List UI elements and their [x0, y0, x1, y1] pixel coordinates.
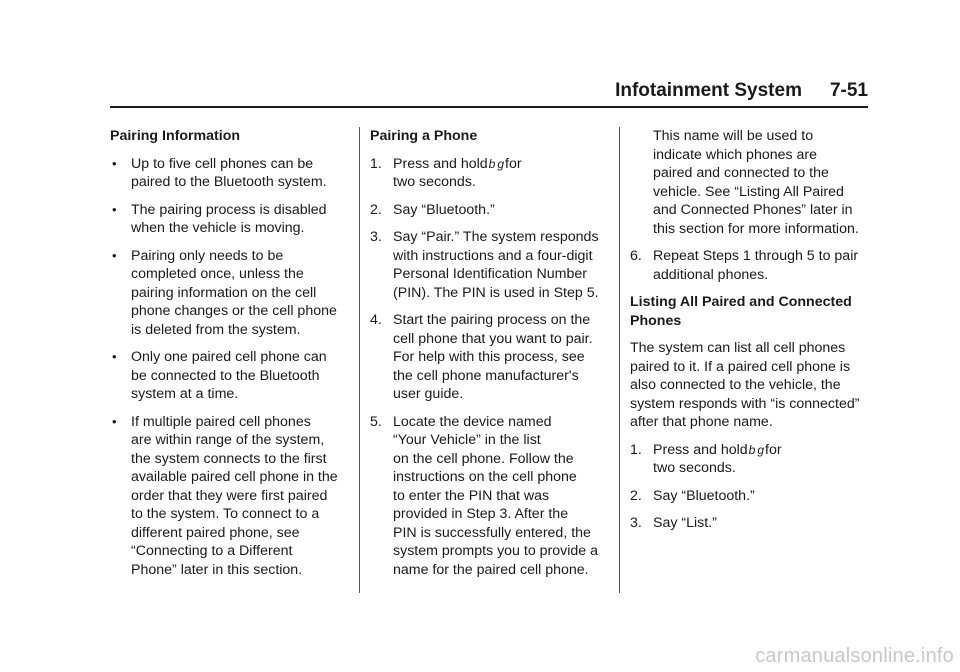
step-number: 1. — [370, 155, 382, 172]
text-line: indicate which phones are — [653, 146, 818, 163]
text-line: the cell phone manufacturer's — [393, 367, 579, 384]
heading-pairing-information: Pairing Information — [110, 128, 241, 144]
text-line: PIN is successfully entered, the — [393, 524, 591, 541]
text-line: system at a time. — [131, 386, 239, 402]
text-line: (PIN). The PIN is used in Step 5. — [393, 284, 599, 301]
text-line: Locate the device named — [393, 413, 552, 430]
step-text: for — [505, 155, 522, 172]
step-text: Press and hold — [393, 155, 488, 172]
text-line: also connected to the vehicle, the — [630, 377, 841, 393]
step-number: 3. — [630, 515, 642, 531]
column-divider-1 — [359, 127, 360, 593]
text-line: Personal Identification Number — [393, 266, 587, 282]
text-line: when the vehicle is moving. — [131, 220, 305, 236]
text-line: to the system. To connect to a — [131, 506, 320, 522]
text-line: the system connects to the first — [131, 450, 327, 467]
text-line: this section for more information. — [653, 220, 859, 237]
text-line: system responds with “is connected” — [630, 395, 860, 412]
text-line: Say “Bluetooth.” — [653, 487, 755, 504]
paragraph — [630, 339, 875, 432]
text-line: Say “List.” — [653, 515, 717, 531]
step-number: 3. — [370, 229, 382, 245]
bullet-item — [110, 413, 355, 580]
text-line: Pairing only needs to be — [131, 247, 284, 264]
text-line: on the cell phone. Follow the — [393, 450, 574, 467]
text-line: vehicle. See “Listing All Paired — [653, 183, 844, 200]
page-header — [110, 80, 868, 106]
step-number: 2. — [630, 487, 642, 504]
text-line: name for the paired cell phone. — [393, 561, 589, 578]
heading-pairing-a-phone: Pairing a Phone — [370, 128, 478, 144]
bullet-item — [110, 155, 355, 192]
text-line: Say “Pair.” The system responds — [393, 229, 599, 245]
step-text: two seconds. — [653, 460, 736, 476]
text-line: system prompts you to provide a — [393, 543, 599, 559]
text-line: available paired cell phone in the — [131, 469, 338, 485]
bullet-item — [110, 201, 355, 238]
text-line: Phones — [630, 312, 682, 329]
text-line: instructions on the cell phone — [393, 469, 577, 485]
step-2 — [630, 487, 875, 506]
text-line: paired to it. If a paired cell phone is — [630, 358, 851, 375]
phone-button-icon: g — [757, 442, 765, 457]
bullet-icon: • — [112, 247, 117, 263]
text-line: For help with this process, see — [393, 349, 585, 365]
text-line: are within range of the system, — [131, 432, 325, 448]
text-line: provided in Step 3. After the — [393, 506, 569, 522]
text-line: “Connecting to a Different — [131, 543, 293, 559]
text-line: “Your Vehicle” in the list — [393, 432, 541, 448]
text-line: completed once, unless the — [131, 266, 304, 282]
bullet-icon: • — [112, 413, 117, 429]
voice-button-icon: b — [488, 156, 496, 171]
watermark: carmanualsonline.info — [755, 645, 954, 667]
voice-button-icon: b — [748, 442, 756, 457]
column-3 — [630, 127, 875, 542]
bullet-item — [110, 348, 355, 404]
step-number: 2. — [370, 201, 382, 218]
text-line: pairing information on the cell — [131, 284, 317, 301]
step-4 — [370, 311, 615, 404]
column-1 — [110, 127, 355, 588]
heading-listing-paired-phones — [630, 293, 875, 330]
page-number: 7-51 — [829, 80, 868, 101]
step-5-continuation — [630, 127, 875, 238]
step-6 — [630, 247, 875, 284]
step-3 — [370, 228, 615, 302]
bullet-icon: • — [112, 155, 117, 171]
step-text: two seconds. — [393, 174, 476, 190]
step-3 — [630, 514, 875, 533]
text-line: Up to five cell phones can be — [131, 155, 314, 172]
step-1 — [630, 441, 875, 478]
phone-button-icon: g — [497, 156, 505, 171]
bullet-item — [110, 247, 355, 340]
text-line: The pairing process is disabled — [131, 201, 327, 218]
text-line: Start the pairing process on the — [393, 312, 591, 328]
step-text: Press and hold — [653, 441, 748, 458]
text-line: Phone” later in this section. — [131, 561, 303, 578]
text-line: additional phones. — [653, 266, 769, 283]
step-1 — [370, 155, 615, 192]
text-line: If multiple paired cell phones — [131, 413, 311, 430]
text-line: Say “Bluetooth.” — [393, 201, 495, 218]
text-line: with instructions and a four-digit — [393, 247, 593, 264]
text-line: paired to the Bluetooth system. — [131, 174, 327, 190]
text-line: and Connected Phones” later in — [653, 202, 853, 218]
step-number: 5. — [370, 413, 382, 430]
bullet-icon: • — [112, 201, 117, 217]
text-line: The system can list all cell phones — [630, 340, 846, 356]
text-line: be connected to the Bluetooth — [131, 367, 320, 384]
step-text: for — [765, 441, 782, 458]
text-line: Only one paired cell phone can — [131, 349, 327, 365]
step-5 — [370, 413, 615, 580]
text-line: Repeat Steps 1 through 5 to pair — [653, 248, 859, 264]
column-divider-2 — [619, 127, 620, 593]
header-rule — [110, 106, 868, 108]
text-line: user guide. — [393, 386, 464, 402]
text-line: after that phone name. — [630, 414, 773, 430]
step-number: 6. — [630, 248, 642, 264]
step-2 — [370, 201, 615, 220]
step-number: 1. — [630, 441, 642, 458]
column-2 — [370, 127, 615, 588]
text-line: cell phone that you want to pair. — [393, 330, 593, 347]
text-line: different paired phone, see — [131, 524, 300, 541]
section-title: Infotainment System — [615, 80, 802, 101]
step-number: 4. — [370, 312, 382, 328]
bullet-icon: • — [112, 349, 117, 364]
text-line: is deleted from the system. — [131, 321, 301, 338]
text-line: to enter the PIN that was — [393, 487, 550, 504]
text-line: This name will be used to — [653, 128, 814, 144]
text-line: order that they were first paired — [131, 487, 328, 504]
text-line: Listing All Paired and Connected — [630, 294, 852, 310]
text-line: phone changes or the cell phone — [131, 303, 337, 319]
text-line: paired and connected to the — [653, 165, 829, 181]
